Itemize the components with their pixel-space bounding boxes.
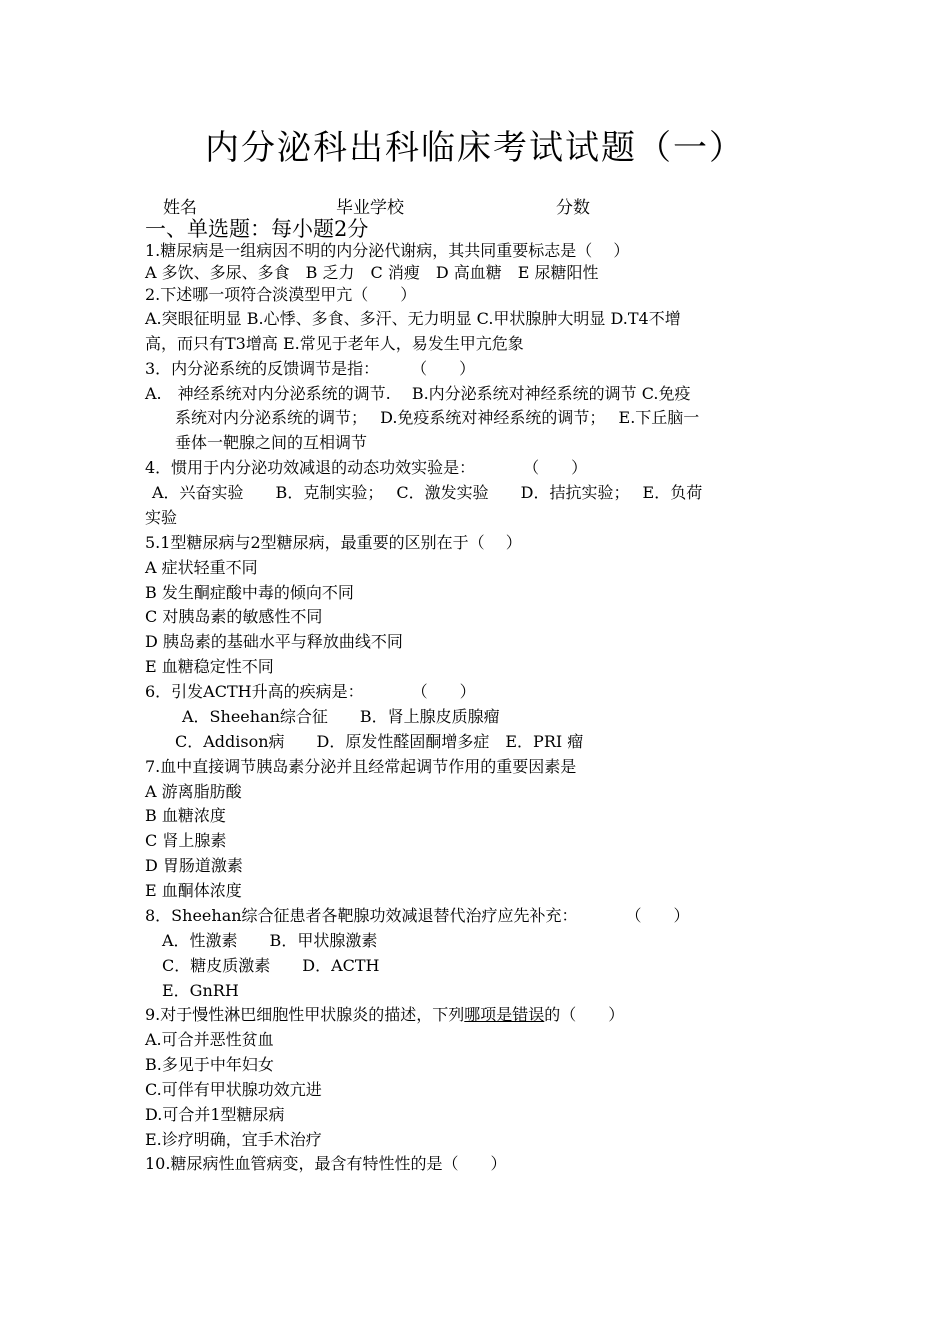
question-6-options-line-2: C．Addison病 D．原发性醛固酮增多症 E．PRI 瘤 bbox=[175, 732, 584, 751]
question-7-option-c: C 肾上腺素 bbox=[145, 831, 227, 850]
question-5-option-e: E 血糖稳定性不同 bbox=[145, 657, 274, 676]
question-9-option-a: A.可合并恶性贫血 bbox=[145, 1030, 274, 1049]
question-1-stem: 1.糖尿病是一组病因不明的内分泌代谢病，其共同重要标志是（ ） bbox=[145, 241, 630, 260]
question-5-stem: 5.1型糖尿病与2型糖尿病，最重要的区别在于（ ） bbox=[145, 533, 522, 552]
question-7-option-d: D 胃肠道激素 bbox=[145, 856, 243, 875]
section-heading: 一、单选题：每小题2分 bbox=[145, 217, 369, 241]
question-6-options-line-1: A．Sheehan综合征 B．肾上腺皮质腺瘤 bbox=[182, 707, 500, 726]
question-9-option-d: D.可合并1型糖尿病 bbox=[145, 1105, 285, 1124]
question-8-options-line-1: A．性激素 B．甲状腺激素 bbox=[162, 931, 378, 950]
question-3-options-line-3: 垂体一靶腺之间的互相调节 bbox=[175, 433, 368, 452]
question-5-option-d: D 胰岛素的基础水平与释放曲线不同 bbox=[145, 632, 403, 651]
question-2-stem: 2.下述哪一项符合淡漠型甲亢（ ） bbox=[145, 285, 417, 304]
score-label: 分数 bbox=[556, 198, 590, 218]
question-8-stem: 8．Sheehan综合征患者各靶腺功效减退替代治疗应先补充： （ ） bbox=[145, 906, 690, 925]
question-3-options-line-1: A. 神经系统对内分泌系统的调节. B.内分泌系统对神经系统的调节 C.免疫 bbox=[145, 384, 691, 403]
question-9-stem-start: 9.对于慢性淋巴细胞性甲状腺炎的描述，下列 bbox=[145, 1005, 465, 1024]
question-10-stem: 10.糖尿病性血管病变，最含有特性性的是（ ） bbox=[145, 1154, 507, 1173]
question-4-stem: 4．惯用于内分泌功效减退的动态功效实验是： （ ） bbox=[145, 458, 588, 477]
question-5-option-c: C 对胰岛素的敏感性不同 bbox=[145, 607, 323, 626]
question-5-option-b: B 发生酮症酸中毒的倾向不同 bbox=[145, 583, 354, 602]
name-label: 姓名 bbox=[163, 198, 197, 218]
question-7-stem: 7.血中直接调节胰岛素分泌并且经常起调节作用的重要因素是 bbox=[145, 757, 577, 776]
question-7-option-e: E 血酮体浓度 bbox=[145, 881, 242, 900]
question-5-option-a: A 症状轻重不同 bbox=[145, 558, 258, 577]
question-8-options-line-2: C．糖皮质激素 D．ACTH bbox=[162, 956, 380, 975]
question-7-option-b: B 血糖浓度 bbox=[145, 806, 226, 825]
question-9-option-b: B.多见于中年妇女 bbox=[145, 1055, 274, 1074]
question-7-option-a: A 游离脂肪酸 bbox=[145, 782, 242, 801]
question-9-stem-underlined: 哪项是错误 bbox=[464, 1005, 545, 1024]
question-9-stem bbox=[145, 1002, 624, 1025]
question-3-stem: 3．内分泌系统的反馈调节是指： （ ） bbox=[145, 359, 476, 378]
question-2-options-line-2: 高，而只有T3增高 E.常见于老年人，易发生甲亢危象 bbox=[145, 334, 524, 353]
question-8-options-line-3: E．GnRH bbox=[162, 981, 239, 1000]
question-3-options-line-2: 系统对内分泌系统的调节； D.免疫系统对神经系统的调节； E.下丘脑一 bbox=[175, 408, 700, 427]
question-4-options-line-2: 实验 bbox=[145, 508, 178, 527]
page-title: 内分泌科出科临床考试试题（一） bbox=[205, 128, 745, 168]
question-9-option-e: E.诊疗明确，宜手术治疗 bbox=[145, 1130, 322, 1149]
question-2-options-line-1: A.突眼征明显 B.心悸、多食、多汗、无力明显 C.甲状腺肿大明显 D.T4不增 bbox=[145, 309, 681, 328]
question-9-stem-end: 的（ ） bbox=[544, 1005, 625, 1024]
question-4-options-line-1: A．兴奋实验 B．克制实验； C．激发实验 D．拮抗实验； E．负荷 bbox=[152, 483, 703, 502]
school-label: 毕业学校 bbox=[336, 198, 404, 218]
question-6-stem: 6．引发ACTH升高的疾病是： （ ） bbox=[145, 682, 476, 701]
question-1-options: A 多饮、多尿、多食 B 乏力 C 消瘦 D 高血糖 E 尿糖阳性 bbox=[145, 263, 599, 282]
question-9-option-c: C.可伴有甲状腺功效亢进 bbox=[145, 1080, 322, 1099]
